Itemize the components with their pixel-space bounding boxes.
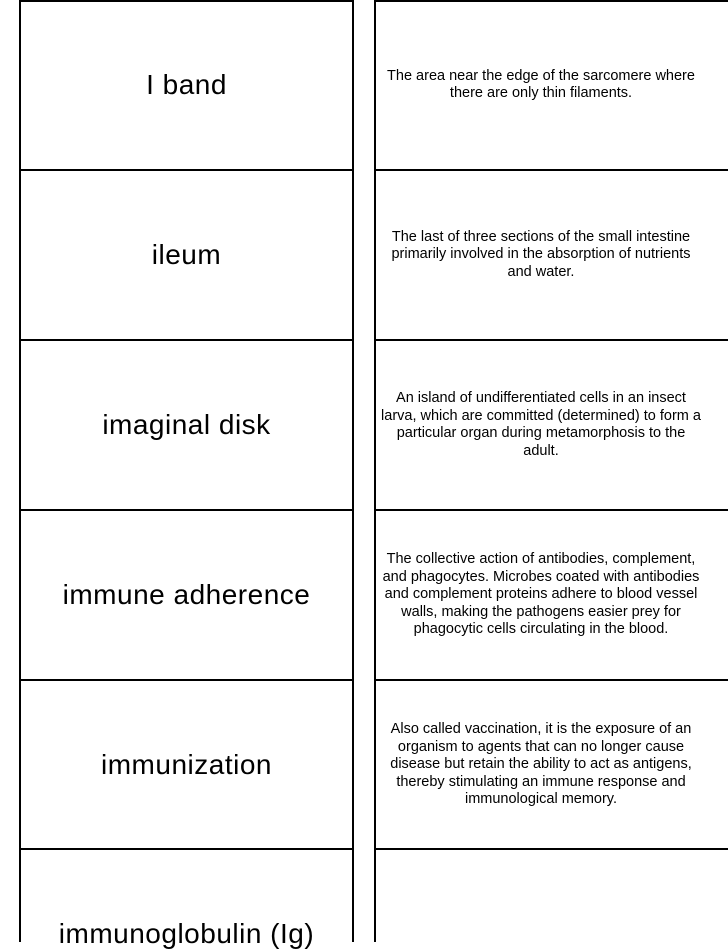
card-term: immune adherence	[62, 579, 311, 610]
card-term: imaginal disk	[102, 409, 271, 440]
card-term: ileum	[151, 239, 222, 270]
card-definition: The collective action of antibodies, complement, and phagocytes. Microbes coated with antibodies and complement proteins adhere to blood vessel walls, making the pathogens easier prey for phagocytic cells circulating in the blood.	[382, 551, 700, 638]
card-definition: The last of three sections of the small intestine primarily involved in the absorption of nutrients and water.	[391, 228, 691, 280]
card-term: immunization	[101, 749, 272, 780]
card-definition: The area near the edge of the sarcomere where there are only thin filaments.	[387, 67, 695, 101]
card-definition: An island of undifferentiated cells in an insect larva, which are committed (determined) to form a particular organ during metamorphosis to the adult.	[381, 390, 701, 459]
card-definition: Also called vaccination, it is the exposure of an organism to agents that can no longer cause disease but retain the ability to act as antigens, thereby stimulating an immune response and immunological memory.	[390, 721, 692, 808]
center-divider-left	[352, 0, 354, 942]
card-definition	[376, 850, 706, 942]
card-term: I band	[146, 69, 227, 100]
card-term: immunoglobulin (Ig)	[58, 918, 315, 949]
